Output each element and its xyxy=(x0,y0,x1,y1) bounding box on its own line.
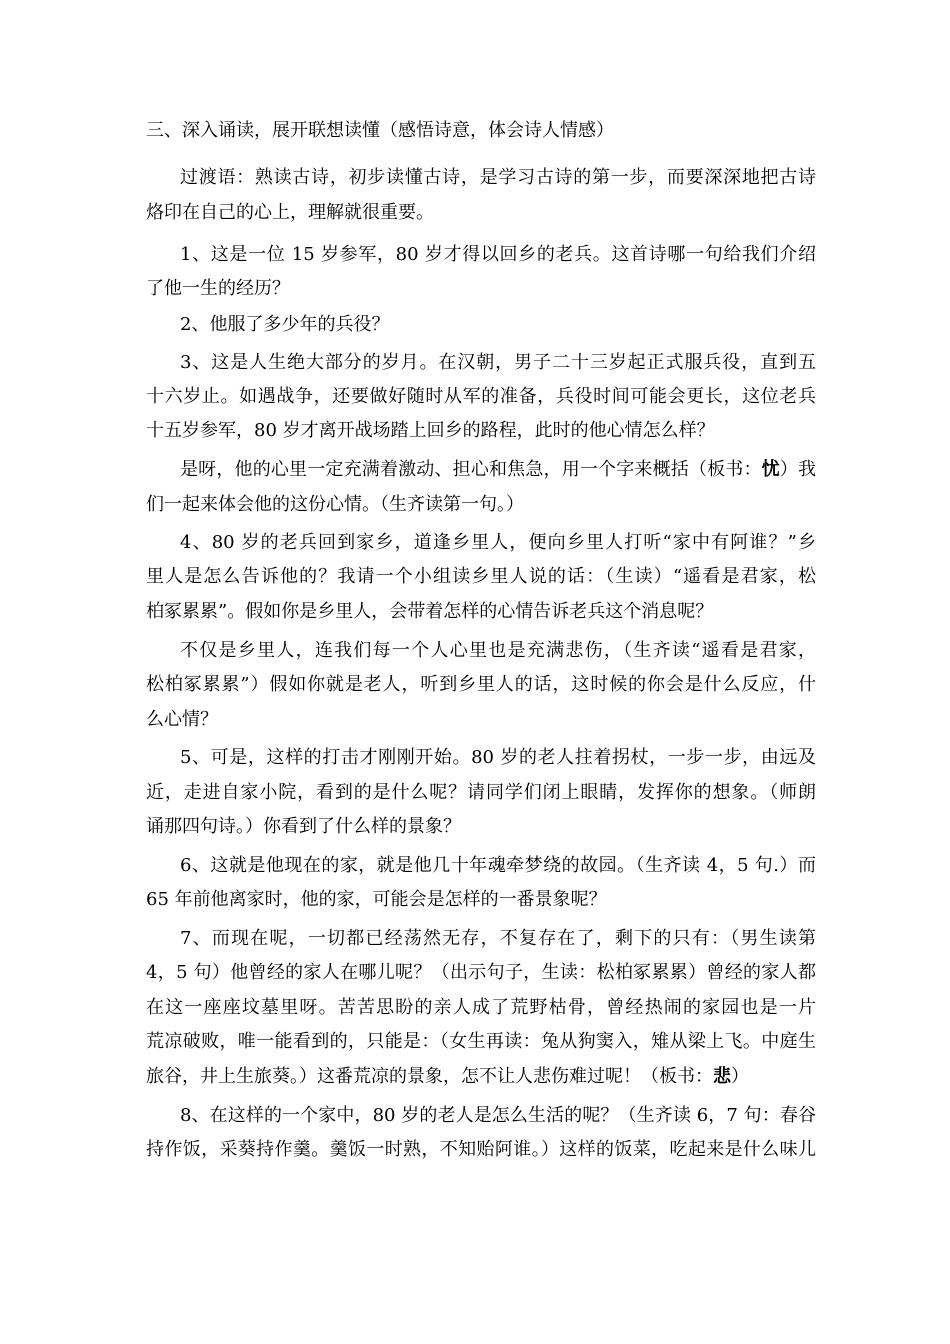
section-heading: 三、深入诵读，展开联想读懂（感悟诗意，体会诗人情感） xyxy=(146,120,614,141)
paragraph-line: 了他一生的经历？ xyxy=(146,278,290,299)
text-segment: ）我 xyxy=(779,459,816,480)
paragraph-line: 里人是怎么告诉他的？我请一个小组读乡里人说的话：（生读）“遥看是君家，松 xyxy=(146,566,816,587)
paragraph-line: 烙印在自己的心上，理解就很重要。 xyxy=(146,202,434,223)
paragraph-line: 6、这就是他现在的家，就是他几十年魂牵梦绕的故园。（生齐读 4，5 句.）而 xyxy=(180,855,816,876)
paragraph-line xyxy=(146,1062,816,1092)
text-segment: ） xyxy=(731,1066,749,1087)
paragraph-line: 2、他服了多少年的兵役？ xyxy=(180,314,390,335)
text-segment: 旅谷，井上生旅葵。）这番荒凉的景象，怎不让人悲伤难过呢！（板书： xyxy=(146,1066,713,1087)
paragraph-line: 们一起来体会他的这份心情。（生齐读第一句。） xyxy=(146,494,524,515)
paragraph-line: 十六岁止。如遇战争，还要做好随时从军的准备，兵役时间可能会更长，这位老兵 xyxy=(146,386,816,407)
paragraph-line: 松柏冢累累”）假如你就是老人，听到乡里人的话，这时候的你会是什么反应，什 xyxy=(146,674,816,695)
board-note-bei: 悲 xyxy=(713,1066,731,1087)
paragraph-line: 么心情？ xyxy=(146,709,218,730)
paragraph-line: 诵那四句诗。）你看到了什么样的景象？ xyxy=(146,816,461,837)
paragraph-line: 柏冢累累”。假如你是乡里人，会带着怎样的心情告诉老兵这个消息呢？ xyxy=(146,601,714,622)
paragraph-line: 持作饭，采葵持作羹。羹饭一时熟，不知贻阿谁。）这样的饭菜，吃起来是什么味儿 xyxy=(146,1139,816,1160)
paragraph-line: 65 年前他离家时，他的家，可能会是怎样的一番景象呢？ xyxy=(146,889,607,910)
paragraph-line: 近，走进自家小院，看到的是什么呢？请同学们闭上眼睛，发挥你的想象。（师朗 xyxy=(146,782,816,803)
paragraph-line: 8、在这样的一个家中，80 岁的老人是怎么生活的呢？（生齐读 6，7 句：春谷 xyxy=(180,1105,816,1126)
paragraph-line: 4，5 句）他曾经的家人在哪儿呢？（出示句子，生读：松柏冢累累）曾经的家人都 xyxy=(146,962,816,983)
paragraph-line: 过渡语：熟读古诗，初步读懂古诗，是学习古诗的第一步，而要深深地把古诗 xyxy=(180,167,816,188)
paragraph-line: 荒凉破败，唯一能看到的，只能是：（女生再读：兔从狗窦入，雉从梁上飞。中庭生 xyxy=(146,1031,816,1052)
paragraph-line: 不仅是乡里人，连我们每一个人心里也是充满悲伤，（生齐读“遥看是君家， xyxy=(180,640,816,661)
board-note-you: 忧 xyxy=(761,459,780,480)
paragraph-line: 在这一座座坟墓里呀。苦苦思盼的亲人成了荒野枯骨，曾经热闹的家园也是一片 xyxy=(146,997,816,1018)
paragraph-line: 7、而现在呢，一切都已经荡然无存，不复存在了，剩下的只有：（男生读第 xyxy=(180,928,816,949)
paragraph-line: 4、80 岁的老兵回到家乡，道逢乡里人，便向乡里人打听“家中有阿谁？”乡 xyxy=(180,532,816,553)
paragraph-line: 5、可是，这样的打击才刚刚开始。80 岁的老人拄着拐杖，一步一步，由远及 xyxy=(180,747,816,768)
paragraph-line xyxy=(180,455,816,485)
text-segment: 是呀，他的心里一定充满着激动、担心和焦急，用一个字来概括（板书： xyxy=(180,459,762,480)
paragraph-line: 1、这是一位 15 岁参军，80 岁才得以回乡的老兵。这首诗哪一句给我们介绍 xyxy=(180,244,816,265)
paragraph-line: 十五岁参军，80 岁才离开战场踏上回乡的路程，此时的他心情怎么样？ xyxy=(146,420,715,441)
paragraph-line: 3、这是人生绝大部分的岁月。在汉朝，男子二十三岁起正式服兵役，直到五 xyxy=(180,352,816,373)
